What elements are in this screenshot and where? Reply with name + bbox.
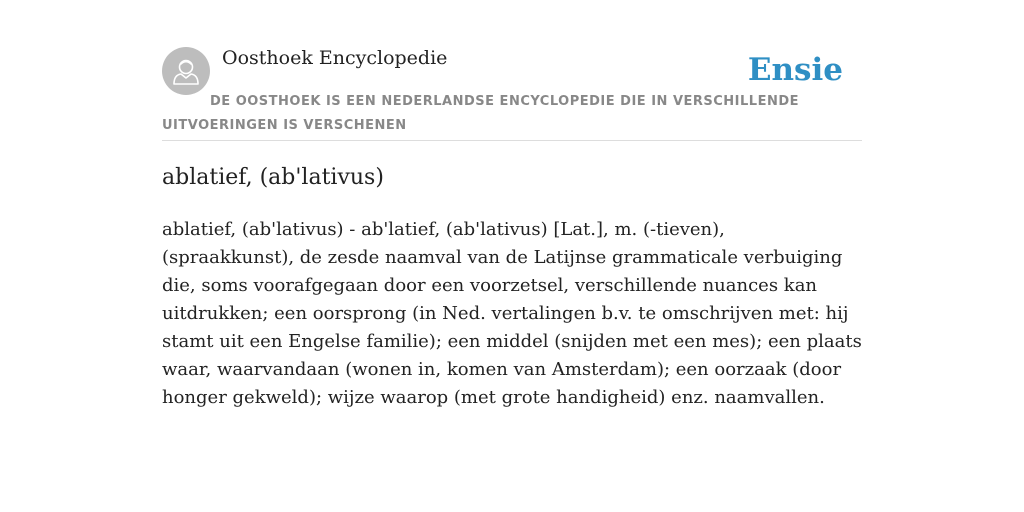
site-tagline: DE OOSTHOEK IS EEN NEDERLANDSE ENCYCLOPEDIE DIE IN VERSCHILLENDE UITVOERINGEN IS VERSCHENEN [162, 94, 800, 133]
user-avatar-icon[interactable] [162, 47, 210, 95]
site-header [162, 46, 862, 141]
site-title[interactable]: Oosthoek Encyclopedie [222, 47, 448, 69]
entry-body: ablatief, (ab'lativus) - ab'latief, (ab'lativus) [Lat.], m. (-tieven), (spraakkunst), de zesde naamval van de Latijnse grammaticale verbuiging die, soms voorafgegaan door een voorzetsel, verschillende nuances kan uitdrukken; een oorsprong (in Ned. vertalingen b.v. te omschrijven met: hij stamt uit een Engelse familie); een middel (snijden met een mes); een plaats waar, waarvandaan (wonen in, komen van Amsterdam); een oorzaak (door honger gekweld); wijze waarop (met grote handigheid) enz. naamvallen. [162, 219, 862, 408]
person-outline-icon [162, 47, 210, 95]
entry-title: ablatief, (ab'lativus) [162, 165, 384, 190]
brand-logo[interactable]: Ensie [747, 52, 843, 88]
